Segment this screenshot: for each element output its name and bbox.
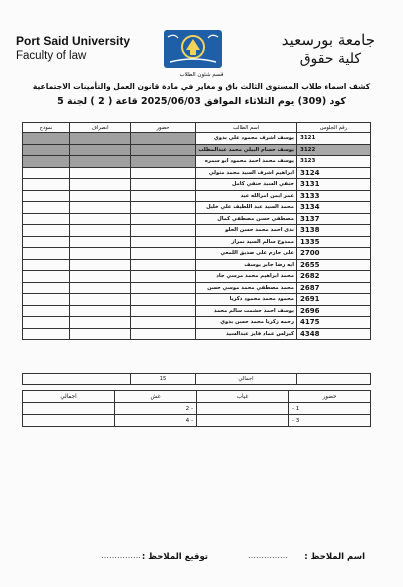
present-cell: [131, 202, 196, 214]
present-cell: [131, 167, 196, 179]
summary-cell: [23, 415, 115, 427]
leave-cell: [70, 167, 131, 179]
leave-cell: [70, 179, 131, 191]
table-row: [23, 179, 371, 191]
student-name: يوسف اشرف محمود علي بدوي: [196, 133, 297, 145]
seat-number: 1335: [297, 236, 371, 248]
sheet-title: كشف اسماء طلاب المستوى الثالث باق و مغاير في مادة قانون العمل والتأمينات الاجتماعية: [32, 82, 371, 91]
university-logo-icon: [164, 30, 222, 68]
leave-cell: [70, 305, 131, 317]
table-row: [23, 271, 371, 283]
table-row: [23, 282, 371, 294]
university-name-ar: جامعة بورسعيد: [281, 31, 375, 49]
student-name: يوسف احمد حشمت سالم محمد: [196, 305, 297, 317]
model-cell: [23, 328, 70, 340]
model-cell: [23, 294, 70, 306]
student-name: ايه رضا جابر يوسف: [196, 259, 297, 271]
seat-number: 2696: [297, 305, 371, 317]
table-row: [23, 248, 371, 260]
student-name: على حازم على صديق اللمعي: [196, 248, 297, 260]
present-cell: [131, 144, 196, 156]
model-cell: [23, 156, 70, 168]
summary-cell: [197, 415, 289, 427]
col-header-present: حضور: [131, 123, 196, 133]
summary-header-absent: غياب: [197, 391, 289, 403]
leave-cell: [70, 294, 131, 306]
student-name: محمد مصطفي محمد موسي حسن: [196, 282, 297, 294]
student-name: يوسف محمد احمد محمود ابو سمره: [196, 156, 297, 168]
model-cell: [23, 305, 70, 317]
model-cell: [23, 133, 70, 145]
col-header-model: نموذج: [23, 123, 70, 133]
col-header-leave: انصراف: [70, 123, 131, 133]
seat-number: 3137: [297, 213, 371, 225]
student-name: ندى احمد محمد حسن الحلو: [196, 225, 297, 237]
student-name: مصطفي حسن مصطفي كمال: [196, 213, 297, 225]
seat-number: 3124: [297, 167, 371, 179]
table-row: [23, 133, 371, 145]
totals-label: اجمالي: [196, 374, 297, 385]
table-row: [23, 259, 371, 271]
leave-cell: [70, 202, 131, 214]
table-row: [23, 190, 371, 202]
summary-row: [23, 415, 371, 427]
summary-cell: [197, 403, 289, 415]
model-cell: [23, 225, 70, 237]
summary-row: [23, 403, 371, 415]
model-cell: [23, 317, 70, 329]
table-header-row: [23, 123, 371, 133]
table-row: [23, 236, 371, 248]
leave-cell: [70, 282, 131, 294]
student-name: محمد ابراهيم محمد مرسي جاد: [196, 271, 297, 283]
leave-cell: [70, 271, 131, 283]
student-name: عمر ايمن امرالله عيد: [196, 190, 297, 202]
totals-empty-cell: [23, 374, 131, 385]
table-row: [23, 317, 371, 329]
seat-number: 4348: [297, 328, 371, 340]
model-cell: [23, 282, 70, 294]
student-name: محمود محمد محمود ذكريا: [196, 294, 297, 306]
summary-cell: [23, 403, 115, 415]
seat-number: 3134: [297, 202, 371, 214]
model-cell: [23, 190, 70, 202]
seat-number: 3121: [297, 133, 371, 145]
present-cell: [131, 179, 196, 191]
seat-number: 2655: [297, 259, 371, 271]
col-header-seat: رقم الجلوس: [297, 123, 371, 133]
table-row: [23, 305, 371, 317]
leave-cell: [70, 248, 131, 260]
leave-cell: [70, 213, 131, 225]
seat-number: 4175: [297, 317, 371, 329]
present-cell: [131, 236, 196, 248]
model-cell: [23, 271, 70, 283]
summary-item-right: - 3: [289, 415, 371, 427]
summary-table: [22, 390, 371, 427]
student-name: يوسف حسام البيلي محمد عبدالمطلب: [196, 144, 297, 156]
leave-cell: [70, 236, 131, 248]
table-row: [23, 144, 371, 156]
leave-cell: [70, 328, 131, 340]
present-cell: [131, 271, 196, 283]
present-cell: [131, 282, 196, 294]
seat-number: 2682: [297, 271, 371, 283]
seat-number: 3123: [297, 156, 371, 168]
model-cell: [23, 144, 70, 156]
table-row: [23, 202, 371, 214]
seat-number: 3133: [297, 190, 371, 202]
summary-header-present: حضور: [289, 391, 371, 403]
model-cell: [23, 213, 70, 225]
students-table: [22, 122, 371, 340]
summary-header-row: [23, 391, 371, 403]
leave-cell: [70, 133, 131, 145]
col-header-name: اسم الطالب: [196, 123, 297, 133]
model-cell: [23, 259, 70, 271]
table-row: [23, 328, 371, 340]
table-row: [23, 225, 371, 237]
student-name: رحمه زكريا محمد حسن بدوي: [196, 317, 297, 329]
present-cell: [131, 213, 196, 225]
observer-name-label: اسم الملاحظ :: [304, 552, 365, 562]
totals-table: [22, 373, 371, 385]
department-label: قسم شئون الطلاب: [179, 72, 224, 78]
model-cell: [23, 167, 70, 179]
student-name: حنفي السيد حنفي كامل: [196, 179, 297, 191]
table-row: [23, 156, 371, 168]
model-cell: [23, 236, 70, 248]
table-row: [23, 167, 371, 179]
student-name: ممدوح سالم السيد نمراز: [196, 236, 297, 248]
summary-item-right: - 1: [289, 403, 371, 415]
student-name: ابراهيم اشرف السيد محمد متولي: [196, 167, 297, 179]
faculty-name-ar: كلية حقوق: [299, 51, 361, 67]
model-cell: [23, 179, 70, 191]
university-name-en: Port Said University: [16, 34, 131, 48]
seat-number: 2691: [297, 294, 371, 306]
faculty-name-en: Faculty of law: [16, 50, 87, 62]
seat-number: 3131: [297, 179, 371, 191]
present-cell: [131, 328, 196, 340]
student-name: محمد السيد عبد اللطيف علي خليل: [196, 202, 297, 214]
seat-number: 3122: [297, 144, 371, 156]
present-cell: [131, 317, 196, 329]
seat-number: 2687: [297, 282, 371, 294]
summary-item-left: - 4: [115, 415, 197, 427]
summary-header-total: اجمالي: [23, 391, 115, 403]
student-name: كيرلس عماد فايز عبدالسيد: [196, 328, 297, 340]
model-cell: [23, 248, 70, 260]
leave-cell: [70, 156, 131, 168]
totals-empty-cell: [297, 374, 371, 385]
present-cell: [131, 259, 196, 271]
leave-cell: [70, 190, 131, 202]
seat-number: 3138: [297, 225, 371, 237]
leave-cell: [70, 259, 131, 271]
present-cell: [131, 305, 196, 317]
leave-cell: [70, 144, 131, 156]
leave-cell: [70, 225, 131, 237]
observer-name-dots: ……………: [248, 551, 288, 560]
leave-cell: [70, 317, 131, 329]
table-row: [23, 213, 371, 225]
observer-signature-label: توقيع الملاحظ :: [141, 552, 208, 562]
summary-header-cheat: غش: [115, 391, 197, 403]
totals-row: [23, 374, 371, 385]
present-cell: [131, 294, 196, 306]
present-cell: [131, 225, 196, 237]
observer-signature-dots: ……………: [101, 551, 141, 560]
session-info: كود (309) يوم الثلاثاء الموافق 2025/06/03 قاعة ( 2 ) لجنة 5: [57, 96, 346, 107]
seat-number: 2700: [297, 248, 371, 260]
table-row: [23, 294, 371, 306]
model-cell: [23, 202, 70, 214]
present-cell: [131, 248, 196, 260]
summary-item-left: - 2: [115, 403, 197, 415]
present-cell: [131, 156, 196, 168]
present-cell: [131, 190, 196, 202]
present-cell: [131, 133, 196, 145]
totals-value: 15: [131, 374, 196, 385]
